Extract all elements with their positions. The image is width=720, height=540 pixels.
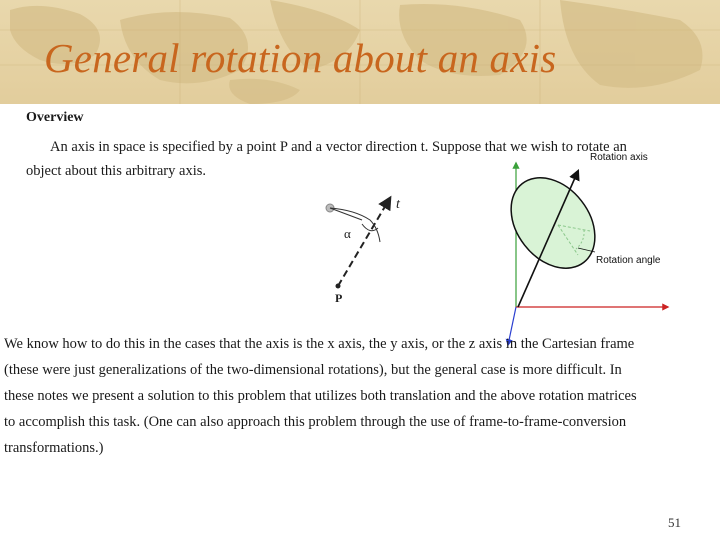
overview-heading: Overview xyxy=(26,110,84,125)
page-number: 51 xyxy=(668,515,681,530)
body-paragraph xyxy=(4,331,716,461)
rotation-axis-3d-figure xyxy=(490,145,690,355)
slide-title: General rotation about an axis xyxy=(44,35,557,81)
rotation-angle-label: Rotation angle xyxy=(596,255,661,266)
axis-point-vector-figure xyxy=(300,180,430,310)
overview-line-1: An axis in space is specified by a point P and a vector direction t. Suppose that we wish to rotate an xyxy=(50,139,627,155)
rotation-axis-label: Rotation axis xyxy=(590,152,648,163)
point-p-label: P xyxy=(335,291,343,305)
header-band xyxy=(0,0,720,104)
body-line-5: transformations.) xyxy=(4,440,104,456)
point-p-dot xyxy=(336,284,341,289)
body-line-2: (these were just generalizations of the two-dimensional rotations), but the general case is more difficult. In xyxy=(4,362,622,378)
rotation-disk xyxy=(494,161,612,284)
axis-line xyxy=(338,198,390,286)
vector-t-label: t xyxy=(396,197,400,212)
alpha-label: α xyxy=(344,226,351,241)
body-line-1: We know how to do this in the cases that the axis is the x axis, the y axis, or the z axis in the Cartesian frame xyxy=(4,336,635,352)
overview-line-2: object about this arbitrary axis. xyxy=(26,163,206,179)
rotation-arc xyxy=(330,208,380,242)
body-line-4: to accomplish this task. (One can also approach this problem through the use of frame-to-frame-conversion xyxy=(4,414,627,430)
body-line-3: these notes we present a solution to this problem that utilizes both translation and the above rotation matrices xyxy=(4,388,637,404)
